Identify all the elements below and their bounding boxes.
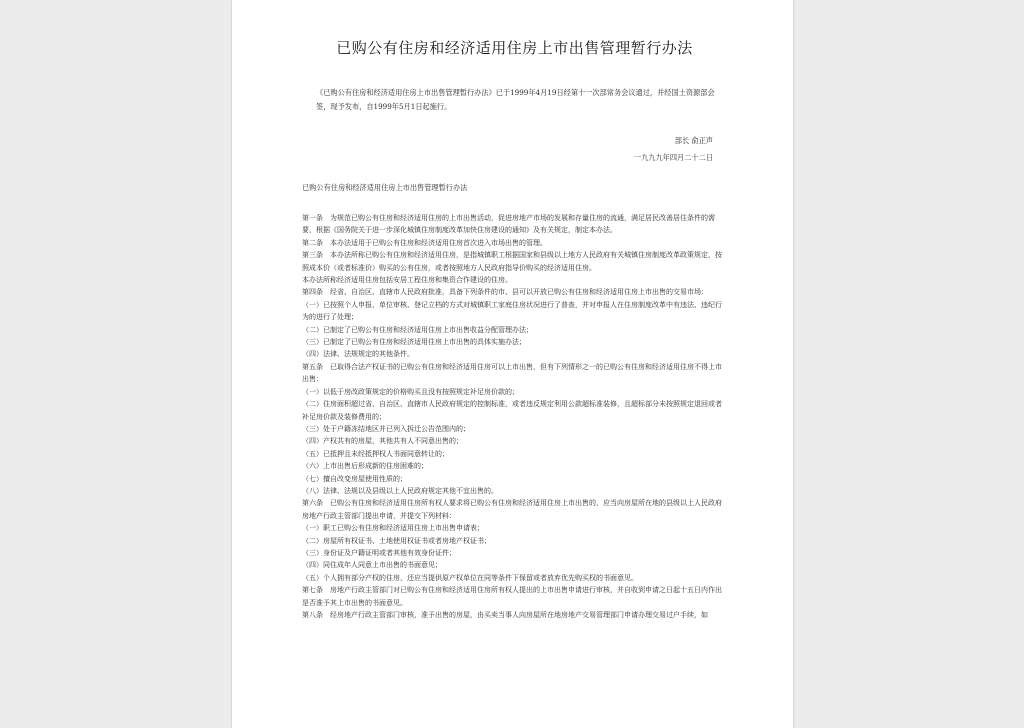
paragraph: 第三条 本办法所称已购公有住房和经济适用住房，是指城镇职工根据国家和县级以上地方人民政府有关城镇住房制度改革政策规定，按照成本价（或者标准价）购买的公有住房，或者按照地方人民政府指导价购买的经济适用住房。 bbox=[302, 251, 722, 272]
paragraph: （一）职工已购公有住房和经济适用住房上市出售申请表； bbox=[302, 524, 484, 533]
paragraph: （三）已制定了已购公有住房和经济适用住房上市出售的具体实施办法； bbox=[302, 338, 526, 347]
document-title: 已购公有住房和经济适用住房上市出售管理暂行办法 bbox=[336, 39, 693, 57]
paragraph: 第四条 经省、自治区、直辖市人民政府批准，具备下列条件的市、县可以开放已购公有住房和经济适用住房上市出售的交易市场： bbox=[302, 288, 708, 297]
paragraph: （五）个人拥有部分产权的住房，还应当提供原产权单位在同等条件下保留或者放弃优先购买权的书面意见。 bbox=[302, 573, 638, 582]
paragraph: （六）上市出售后形成新的住房困难的； bbox=[302, 462, 428, 471]
signature-title: 部长 俞正声 bbox=[674, 136, 713, 145]
paragraph: 本办法所称经济适用住房包括安居工程住房和集资合作建设的住房。 bbox=[302, 276, 512, 285]
document-subtitle: 已购公有住房和经济适用住房上市出售管理暂行办法 bbox=[302, 183, 468, 192]
paragraph: 第七条 房地产行政主管部门对已购公有住房和经济适用住房所有权人提出的上市出售申请进行审核，并自收到申请之日起十五日内作出是否准予其上市出售的书面意见。 bbox=[302, 586, 722, 607]
paragraph: （三）处于户籍冻结地区并已列入拆迁公告范围内的； bbox=[302, 424, 470, 433]
paragraph: （二）房屋所有权证书、土地使用权证书或者房地产权证书； bbox=[302, 536, 491, 545]
paragraph: （四）法律、法规规定的其他条件。 bbox=[302, 350, 414, 359]
intro-paragraph: 《已购公有住房和经济适用住房上市出售管理暂行办法》已于1999年4月19日经第十一次部常务会议通过，并经国土资源部会签，现予发布，自1999年5月1日起施行。 bbox=[316, 88, 715, 111]
paragraph: 第六条 已购公有住房和经济适用住房所有权人要求将已购公有住房和经济适用住房上市出售的，应当向房屋所在地的县级以上人民政府房地产行政主管部门提出申请，并提交下列材料： bbox=[302, 499, 722, 520]
page-content bbox=[302, 0, 727, 728]
paragraph: 第一条 为规范已购公有住房和经济适用住房的上市出售活动，促进房地产市场的发展和存量住房的流通，满足居民改善居住条件的需要，根据《国务院关于进一步深化城镇住房制度改革加快住房建设的通知》及有关规定，制定本办法。 bbox=[302, 214, 715, 235]
paragraph: 第五条 已取得合法产权证书的已购公有住房和经济适用住房可以上市出售，但有下列情形之一的已购公有住房和经济适用住房不得上市出售： bbox=[302, 362, 722, 384]
paragraph: （三）身份证及户籍证明或者其他有效身份证件； bbox=[302, 548, 456, 557]
signature-date: 一九九九年四月二十二日 bbox=[633, 153, 713, 162]
paragraph: （七）擅自改变房屋使用性质的； bbox=[302, 474, 407, 483]
paragraph: （四）产权共有的房屋，其他共有人不同意出售的； bbox=[302, 437, 463, 446]
paragraph: （一）已按照个人申报、单位审核、登记立档的方式对城镇职工家庭住房状况进行了普查，并对申报人在住房制度改革中有违法、违纪行为的进行了处理； bbox=[302, 300, 722, 322]
paragraph: （四）同住成年人同意上市出售的书面意见； bbox=[302, 561, 442, 570]
paragraph: （八）法律、法规以及县级以上人民政府规定其他不宜出售的。 bbox=[302, 486, 498, 495]
document-page bbox=[232, 0, 793, 728]
paragraph: （二）住房面积超过省、自治区、直辖市人民政府规定的控制标准，或者违反规定利用公款超标准装修，且超标部分未按照规定退回或者补足房价款及装修费用的； bbox=[302, 400, 722, 421]
paragraph: 第二条 本办法适用于已购公有住房和经济适用住房首次进入市场出售的管理。 bbox=[302, 238, 547, 247]
paragraph: 第八条 经房地产行政主管部门审核，准予出售的房屋，由买卖当事人向房屋所在地房地产交易管理部门申请办理交易过户手续，如 bbox=[302, 611, 708, 619]
paragraph: （二）已制定了已购公有住房和经济适用住房上市出售收益分配管理办法； bbox=[302, 325, 533, 334]
paragraph: （一）以低于房改政策规定的价格购买且没有按照规定补足房价款的； bbox=[302, 387, 519, 396]
document-body bbox=[302, 212, 727, 621]
paragraph: （五）已抵押且未经抵押权人书面同意转让的； bbox=[302, 449, 449, 458]
